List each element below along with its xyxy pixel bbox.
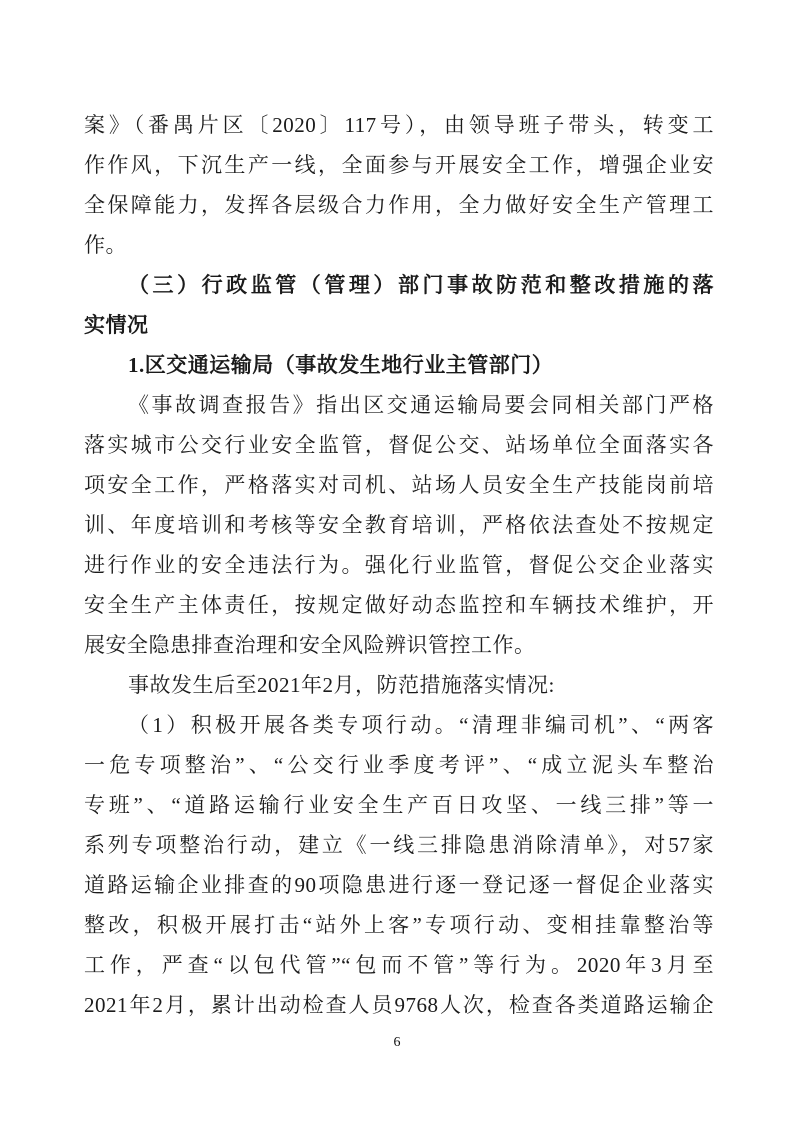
text-line: 专班”、“道路运输行业安全生产百日攻坚、一线三排”等一 (84, 793, 714, 817)
text-line: 项安全工作，严格落实对司机、站场人员安全生产技能岗前培 (84, 473, 714, 497)
section-heading-line: 实情况 (84, 313, 149, 337)
text-line: 事故发生后至2021年2月，防范措施落实情况: (128, 673, 555, 697)
text-line: 训、年度培训和考核等安全教育培训，严格依法查处不按规定 (84, 513, 714, 537)
text-line: 2021年2月，累计出动检查人员9768人次，检查各类道路运输企 (84, 993, 714, 1017)
text-line: 作。 (84, 233, 127, 257)
text-line: 安全生产主体责任，按规定做好动态监控和车辆技术维护，开 (84, 593, 714, 617)
text-line: 进行作业的安全违法行为。强化行业监管，督促公交企业落实 (84, 553, 714, 577)
text-line: 展安全隐患排查治理和安全风险辨识管控工作。 (84, 633, 536, 657)
page-number: 6 (393, 1035, 401, 1050)
text-line: （1）积极开展各类专项行动。“清理非编司机”、“两客 (128, 713, 714, 737)
text-line: 整改，积极开展打击“站外上客”专项行动、变相挂靠整治等 (84, 913, 714, 937)
text-line: 工作，严查“以包代管”“包而不管”等行为。2020年3月至 (84, 953, 714, 977)
text-line: 一危专项整治”、“公交行业季度考评”、“成立泥头车整治 (84, 753, 714, 777)
text-line: 全保障能力，发挥各层级合力作用，全力做好安全生产管理工 (84, 193, 714, 217)
text-line: 作作风，下沉生产一线，全面参与开展安全工作，增强企业安 (84, 153, 714, 177)
text-line: 道路运输企业排查的90项隐患进行逐一登记逐一督促企业落实 (84, 873, 714, 897)
text-line: 《事故调查报告》指出区交通运输局要会同相关部门严格 (128, 393, 714, 417)
text-line: 落实城市公交行业安全监管，督促公交、站场单位全面落实各 (84, 433, 714, 457)
subsection-heading: 1.区交通运输局（事故发生地行业主管部门） (128, 353, 554, 377)
section-heading-line: （三）行政监管（管理）部门事故防范和整改措施的落 (128, 273, 714, 297)
text-line: 案》（番禺片区〔2020〕117号），由领导班子带头，转变工 (84, 113, 714, 137)
text-line: 系列专项整治行动，建立《一线三排隐患消除清单》，对57家 (84, 833, 714, 857)
page-body-text (84, 105, 714, 1025)
